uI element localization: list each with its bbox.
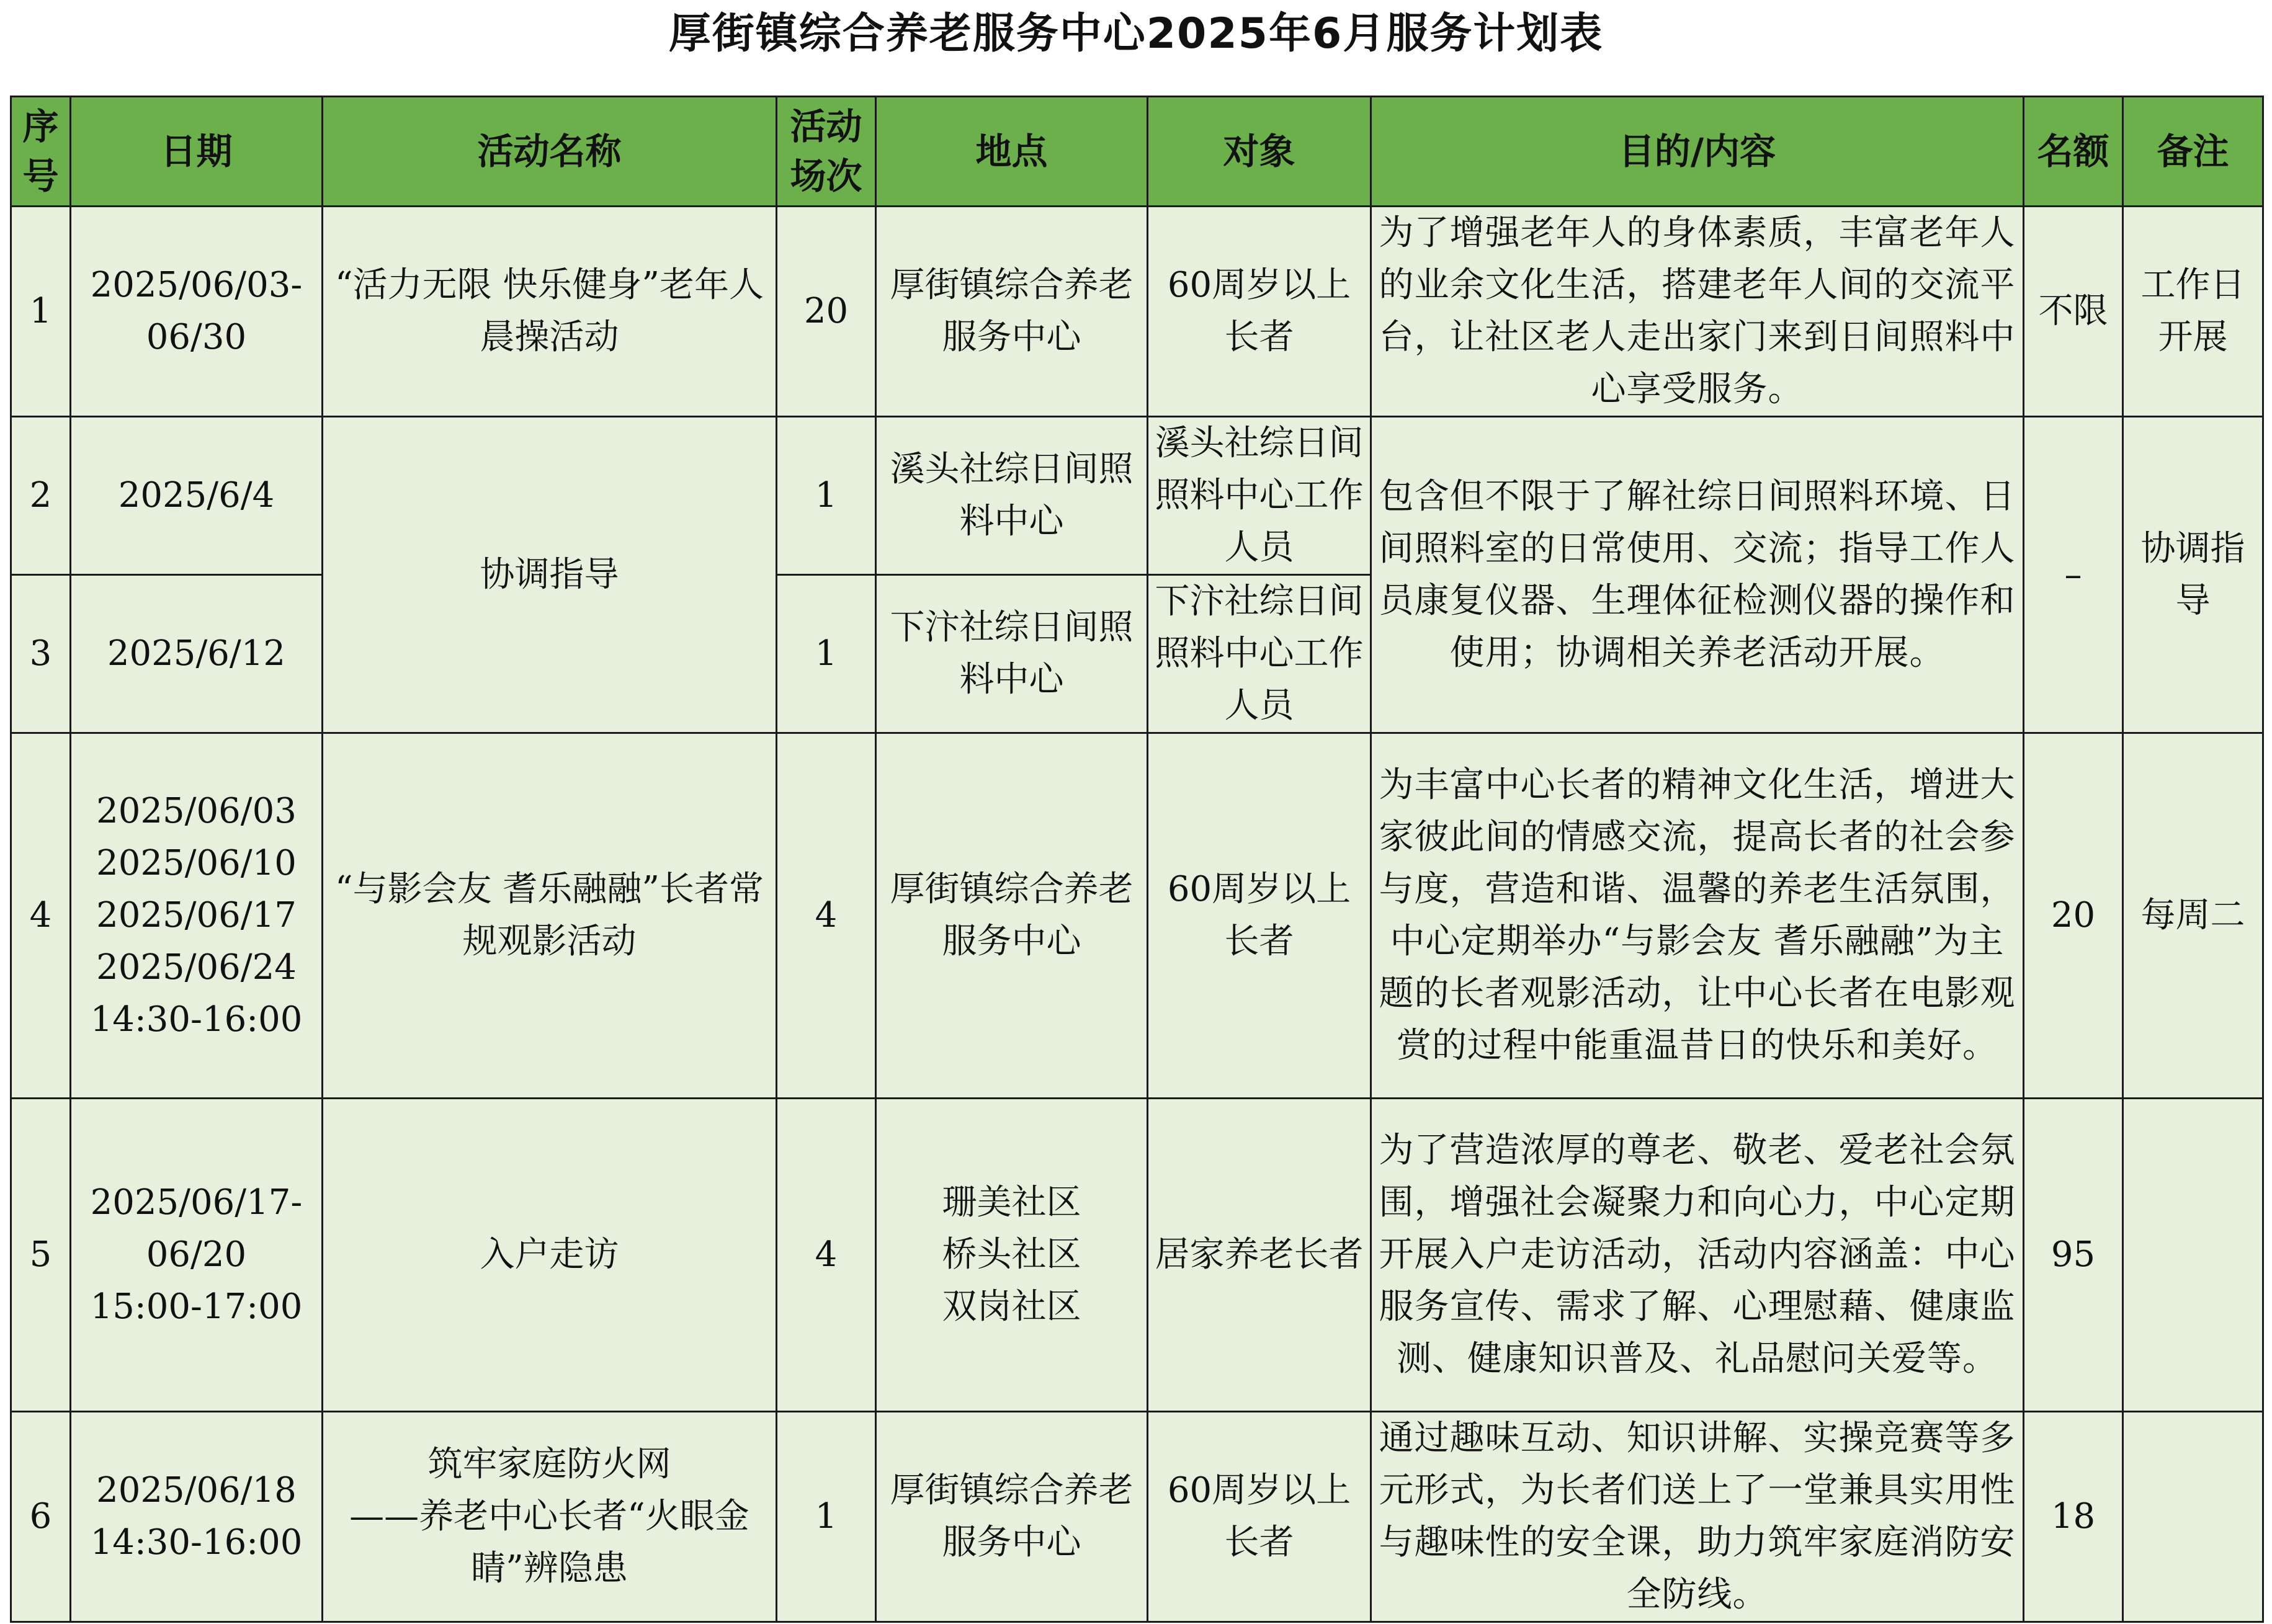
cell-activity-name: “与影会友 耆乐融融”长者常规观影活动 <box>323 733 777 1099</box>
cell-quota: – <box>2024 417 2123 733</box>
cell-note <box>2123 1412 2263 1622</box>
cell-seq: 6 <box>11 1412 71 1622</box>
cell-note: 工作日开展 <box>2123 207 2263 417</box>
cell-seq: 2 <box>11 417 71 575</box>
cell-note <box>2123 1099 2263 1412</box>
header-quota: 名额 <box>2024 97 2123 207</box>
cell-target: 60周岁以上长者 <box>1148 733 1371 1099</box>
table-row <box>11 733 2263 1099</box>
cell-location: 溪头社综日间照料中心 <box>876 417 1148 575</box>
cell-seq: 5 <box>11 1099 71 1412</box>
cell-activity-name: “活力无限 快乐健身”老年人晨操活动 <box>323 207 777 417</box>
page-title: 厚街镇综合养老服务中心2025年6月服务计划表 <box>668 9 1604 58</box>
cell-activity-name: 筑牢家庭防火网 ——养老中心长者“火眼金睛”辨隐患 <box>323 1412 777 1622</box>
cell-content: 为了增强老年人的身体素质，丰富老年人的业余文化生活，搭建老年人间的交流平台，让社区老人走出家门来到日间照料中心享受服务。 <box>1371 207 2024 417</box>
cell-quota: 18 <box>2024 1412 2123 1622</box>
table-row <box>11 417 2263 575</box>
cell-session-count: 20 <box>777 207 876 417</box>
table-row <box>11 207 2263 417</box>
cell-seq: 3 <box>11 575 71 733</box>
cell-quota: 95 <box>2024 1099 2123 1412</box>
cell-location: 厚街镇综合养老服务中心 <box>876 207 1148 417</box>
header-seq: 序号 <box>11 97 71 207</box>
cell-seq: 4 <box>11 733 71 1099</box>
cell-note: 协调指导 <box>2123 417 2263 733</box>
header-activity-name: 活动名称 <box>323 97 777 207</box>
cell-session-count: 1 <box>777 1412 876 1622</box>
header-content: 目的/内容 <box>1371 97 2024 207</box>
table-row <box>11 1099 2263 1412</box>
cell-quota: 20 <box>2024 733 2123 1099</box>
cell-session-count: 4 <box>777 733 876 1099</box>
cell-date: 2025/06/03-06/30 <box>71 207 323 417</box>
cell-session-count: 1 <box>777 417 876 575</box>
cell-date: 2025/6/12 <box>71 575 323 733</box>
cell-target: 下汴社综日间照料中心工作人员 <box>1148 575 1371 733</box>
cell-session-count: 1 <box>777 575 876 733</box>
header-date: 日期 <box>71 97 323 207</box>
cell-date: 2025/06/17-06/20 15:00-17:00 <box>71 1099 323 1412</box>
cell-target: 溪头社综日间照料中心工作人员 <box>1148 417 1371 575</box>
cell-content: 包含但不限于了解社综日间照料环境、日间照料室的日常使用、交流；指导工作人员康复仪器、生理体征检测仪器的操作和使用；协调相关养老活动开展。 <box>1371 417 2024 733</box>
cell-note: 每周二 <box>2123 733 2263 1099</box>
cell-quota: 不限 <box>2024 207 2123 417</box>
cell-location: 下汴社综日间照料中心 <box>876 575 1148 733</box>
cell-date: 2025/6/4 <box>71 417 323 575</box>
cell-target: 60周岁以上长者 <box>1148 207 1371 417</box>
cell-location: 厚街镇综合养老服务中心 <box>876 733 1148 1099</box>
cell-content: 通过趣味互动、知识讲解、实操竞赛等多元形式，为长者们送上了一堂兼具实用性与趣味性的安全课，助力筑牢家庭消防安全防线。 <box>1371 1412 2024 1622</box>
header-target: 对象 <box>1148 97 1371 207</box>
cell-seq: 1 <box>11 207 71 417</box>
cell-content: 为丰富中心长者的精神文化生活，增进大家彼此间的情感交流，提高长者的社会参与度，营造和谐、温馨的养老生活氛围，中心定期举办“与影会友 耆乐融融”为主题的长者观影活动，让中心长者在电影观赏的过程中能重温昔日的快乐和美好。 <box>1371 733 2024 1099</box>
cell-date: 2025/06/18 14:30-16:00 <box>71 1412 323 1622</box>
cell-activity-name: 协调指导 <box>323 417 777 733</box>
header-location: 地点 <box>876 97 1148 207</box>
cell-date: 2025/06/03 2025/06/10 2025/06/17 2025/06/24 14:30-16:00 <box>71 733 323 1099</box>
cell-location: 厚街镇综合养老服务中心 <box>876 1412 1148 1622</box>
header-session-count: 活动场次 <box>777 97 876 207</box>
table-row <box>11 1412 2263 1622</box>
cell-location: 珊美社区 桥头社区 双岗社区 <box>876 1099 1148 1412</box>
table-header-row <box>11 97 2263 207</box>
cell-activity-name: 入户走访 <box>323 1099 777 1412</box>
cell-target: 居家养老长者 <box>1148 1099 1371 1412</box>
cell-target: 60周岁以上长者 <box>1148 1412 1371 1622</box>
cell-session-count: 4 <box>777 1099 876 1412</box>
cell-content: 为了营造浓厚的尊老、敬老、爱老社会氛围，增强社会凝聚力和向心力，中心定期开展入户走访活动，活动内容涵盖：中心服务宣传、需求了解、心理慰藉、健康监测、健康知识普及、礼品慰问关爱等。 <box>1371 1099 2024 1412</box>
header-note: 备注 <box>2123 97 2263 207</box>
service-plan-table <box>10 96 2264 1623</box>
